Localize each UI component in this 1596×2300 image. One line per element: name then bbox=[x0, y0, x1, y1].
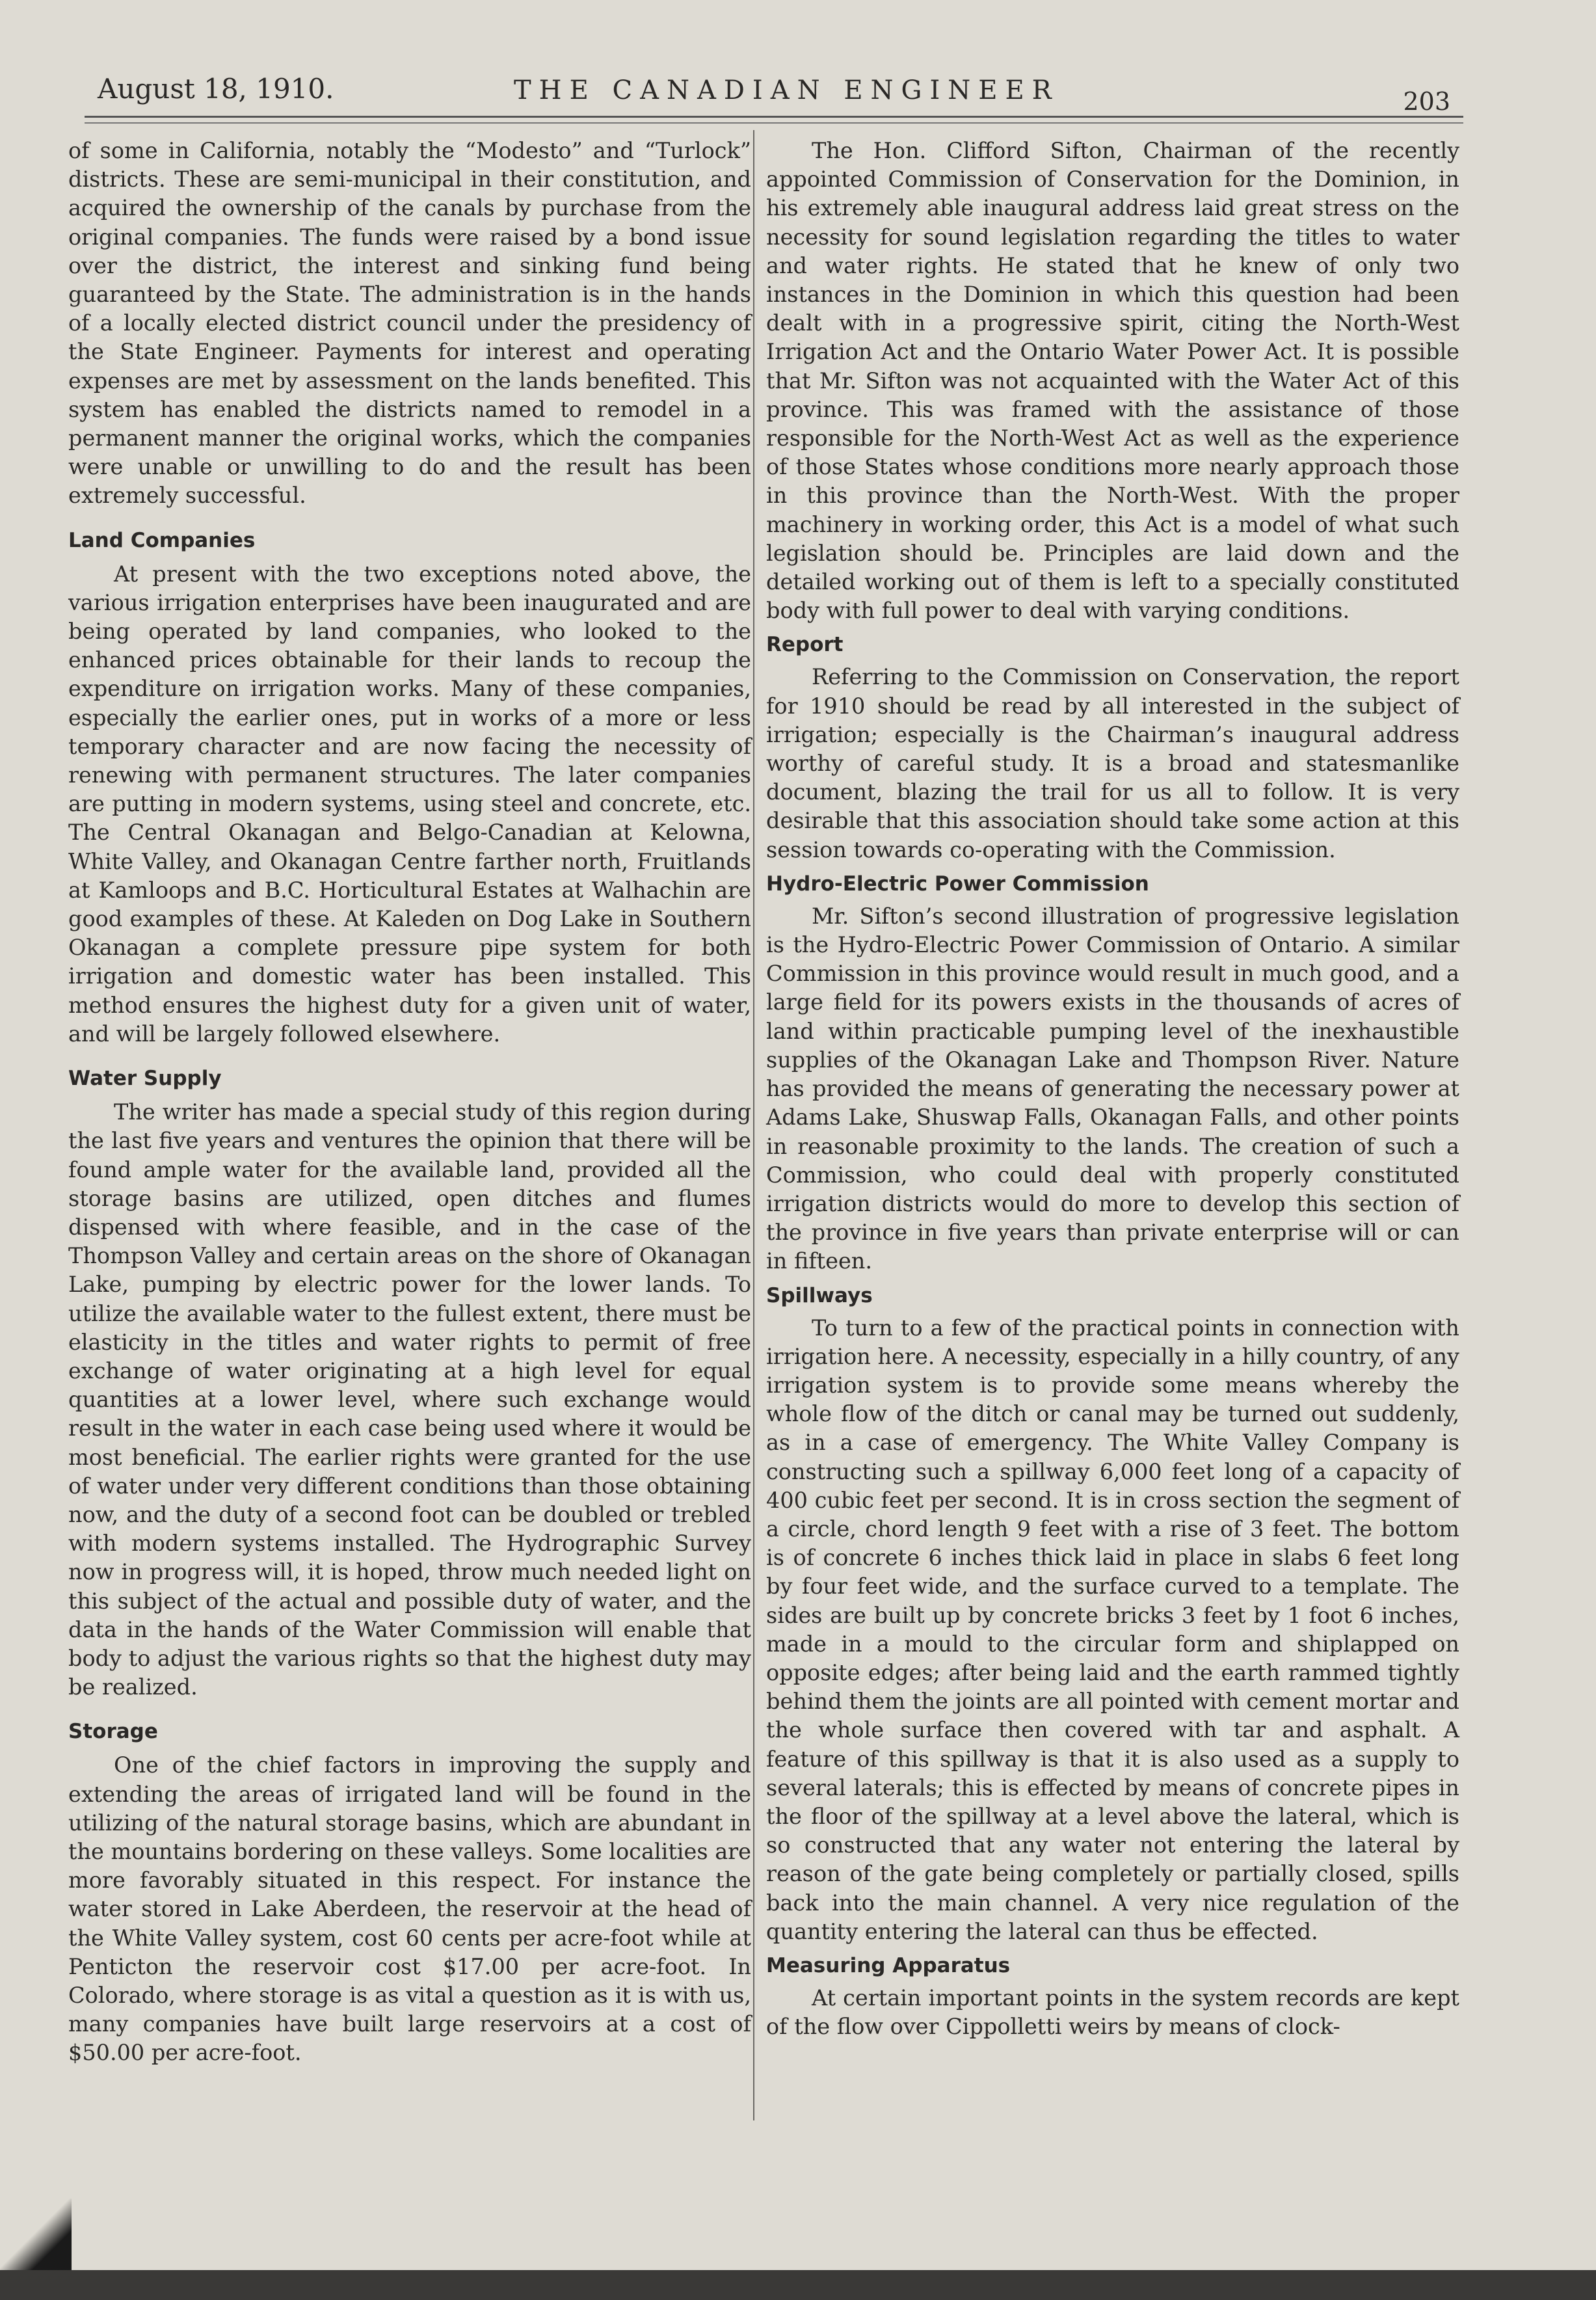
page-number: 203 bbox=[1403, 87, 1450, 116]
paragraph-land-companies: At present with the two exceptions noted above, the various irrigation enterprises have been inaugurated and are being operated by land companies, who looked to the enhanced prices obtainable for their lands to recoup the expenditure on irrigation works. Many of these companies, especially the earlier ones, put in works of a more or less temporary character and are now facing the necessity of renewing with permanent structures. The later companies are putting in modern systems, using steel and concrete, etc. The Central Okanagan and Belgo-Canadian at Kelowna, White Valley, and Okanagan Centre farther north, Fruitlands at Kamloops and B.C. Horticultural Estates at Walhachin are good examples of these. At Kaleden on Dog Lake in Southern Okanagan a complete pressure pipe system for both irrigation and domestic water has been installed. This method ensures the highest duty for a given unit of water, and will be largely followed elsewhere. bbox=[68, 561, 751, 1047]
heading-report: Report bbox=[766, 633, 844, 657]
paragraph-sifton: The Hon. Clifford Sifton, Chairman of the recently appointed Commission of Conservation for the Dominion, in his extremely able inaugural address laid great stress on the necessity for sound legislation regarding the titles to water and water rights. He stated that he knew of only two instances in the Dominion in which this question had been dealt with in a progressive spirit, citing the North-West Irrigation Act and the Ontario Water Power Act. It is possible that Mr. Sifton was not acquainted with the Water Act of this province. This was framed with the assistance of those responsible for the North-West Act as well as the experience of those States whose conditions more nearly approach those in this province than the North-West. With the proper machinery in working order, this Act is a model of what such legislation should be. Principles are laid down and the detailed working out of them is left to a specially constituted body with full power to deal with varying conditions. bbox=[766, 138, 1459, 624]
paragraph-water-supply: The writer has made a special study of this region during the last five years and ventures the opinion that there will be found ample water for the available land, provided all the storage basins are utilized, open ditches and flumes dispensed with where feasible, and in the case of the Thompson Valley and certain areas on the shore of Okanagan Lake, pumping by electric power for the lower lands. To utilize the available water to the fullest extent, there must be elasticity in the titles and water rights to permit of free exchange of water originating at a high level for equal quantities at a lower level, where such exchange would result in the water in each case being used where it would be most beneficial. The earlier rights were granted for the use of water under very different conditions than those obtaining now, and the duty of a second foot can be doubled or trebled with modern systems installed. The Hydrographic Survey now in progress will, it is hoped, throw much needed light on this subject of the actual and possible duty of water, and the data in the hands of the Water Commission will enable that body to adjust the various rights so that the highest duty may be realized. bbox=[68, 1099, 751, 1700]
right-column bbox=[766, 137, 1459, 2045]
heading-water-supply: Water Supply bbox=[68, 1067, 222, 1091]
heading-land-companies: Land Companies bbox=[68, 528, 256, 552]
header-rule-top bbox=[85, 116, 1463, 118]
issue-date: August 18, 1910. bbox=[98, 73, 334, 105]
paragraph-spillways: To turn to a few of the practical points in connection with irrigation here. A necessity, especially in a hilly country, of any irrigation system is to provide some means whereby the whole flow of the ditch or canal may be turned out suddenly, as in a case of emergency. The White Valley Company is constructing such a spillway 6,000 feet long of a capacity of 400 cubic feet per second. It is in cross section the segment of a circle, chord length 9 feet with a rise of 3 feet. The bottom is of concrete 6 inches thick laid in place in slabs 6 feet long by four feet wide, and the surface curved to a template. The sides are built up by concrete bricks 3 feet by 1 foot 6 inches, made in a mould to the circular form and shiplapped on opposite edges; after being laid and the earth rammed tightly behind them the joints are all pointed with cement mortar and the whole surface then covered with tar and asphalt. A feature of this spillway is that it is also used as a supply to several laterals; this is effected by means of concrete pipes in the floor of the spillway at a level above the lateral, which is so constructed that any water not entering the lateral by reason of the gate being completely or partially closed, spills back into the main channel. A very nice regulation of the quantity entering the lateral can thus be effected. bbox=[766, 1315, 1459, 1944]
heading-measuring-apparatus: Measuring Apparatus bbox=[766, 1953, 1011, 1977]
publication-title: THE CANADIAN ENGINEER bbox=[514, 75, 1059, 105]
running-header bbox=[98, 73, 1450, 116]
paragraph-hydro-electric: Mr. Sifton’s second illustration of progressive legislation is the Hydro-Electric Power Commission of Ontario. A similar Commission in this province would result in much good, and a large field for its powers exists in the thousands of acres of land within practicable pumping level of the inexhaustible supplies of the Okanagan Lake and Thompson River. Nature has provided the means of generating the necessary power at Adams Lake, Shuswap Falls, Okanagan Falls, and other points in reasonable proximity to the lands. The creation of such a Commission, who could deal with properly constituted irrigation districts would do more to develop this section of the province in five years than private enterprise will or can in fifteen. bbox=[766, 903, 1459, 1274]
column-divider bbox=[753, 130, 754, 2120]
heading-hydro-electric: Hydro-Electric Power Commission bbox=[766, 872, 1149, 896]
scan-bottom-edge bbox=[0, 2270, 1596, 2300]
paragraph-modesto-turlock: of some in California, notably the “Modesto” and “Turlock” districts. These are semi-municipal in their constitution, and acquired the ownership of the canals by purchase from the original companies. The funds were raised by a bond issue over the district, the interest and sinking fund being guaranteed by the State. The administration is in the hands of a locally elected district council under the presidency of the State Engineer. Payments for interest and operating expenses are met by assessment on the lands benefited. This system has enabled the districts named to remodel in a permanent manner the original works, which the companies were unable or unwilling to do and the result has been extremely successful. bbox=[68, 138, 751, 509]
left-column bbox=[68, 137, 751, 2072]
heading-storage: Storage bbox=[68, 1720, 158, 1744]
heading-spillways: Spillways bbox=[766, 1283, 873, 1307]
paragraph-storage: One of the chief factors in improving the supply and extending the areas of irrigated land will be found in the utilizing of the natural storage basins, which are abundant in the mountains bordering on these valleys. Some localities are more favorably situated in this respect. For instance the water stored in Lake Aberdeen, the reservoir at the head of the White Valley system, cost 60 cents per acre-foot while at Penticton the reservoir cost $17.00 per acre-foot. In Colorado, where storage is as vital a question as it is with us, many companies have built large reservoirs at a cost of $50.00 per acre-foot. bbox=[68, 1752, 751, 2066]
paragraph-report: Referring to the Commission on Conservation, the report for 1910 should be read by all interested in the subject of irrigation; especially is the Chairman’s inaugural address worthy of careful study. It is a broad and statesmanlike document, blazing the trail for us all to follow. It is very desirable that this association should take some action at this session towards co-operating with the Commission. bbox=[766, 664, 1459, 862]
header-rule-bottom bbox=[85, 122, 1463, 124]
paragraph-measuring-apparatus: At certain important points in the system records are kept of the flow over Cippolletti weirs by means of clock- bbox=[766, 1985, 1459, 2040]
